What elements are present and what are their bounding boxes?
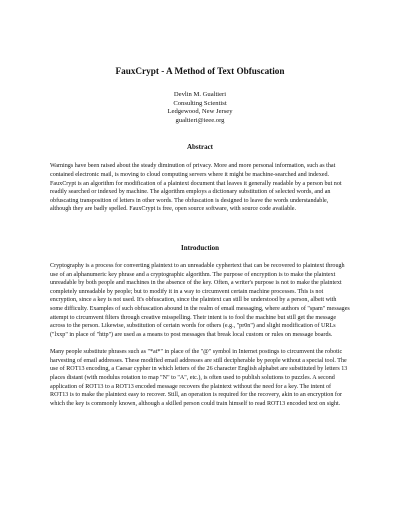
author-location: Ledgewood, New Jersey <box>167 108 233 116</box>
author-email: gualtieri@ieee.org <box>175 116 225 124</box>
abstract-heading: Abstract <box>186 143 214 152</box>
paper-title: FauxCrypt - A Method of Text Obfuscation <box>115 66 285 76</box>
introduction-paragraph-1: Cryptography is a process for converting plaintext to an unreadable cyphertext that can be recovered to plaintext through use of an alphanumeric key phrase and a cryptographic algorithm. The purpose of encryption is to make the plaintext unreadable by both people and machines in the absence of the key. Often, a writer's purpose is not to make the plaintext completely unreadable by people; but to modify it in a way to circumvent certain machine processes. This is not encryption, since a key is not used. It's obfuscation, since the plaintext can still be understood by a person, albeit with some difficulty. Examples of such obfuscation abound in the realm of email messaging, where authors of "spam" messages attempt to circumvent filters through creative misspelling. Their intent is to fool the machine but still get the message across to the person. Likewise, substitution of certain words for others (e.g., "pr0n") and slight modification of URLs ("lxxp" in place of "http") are used as a means to post messages that break local custom or rules on message boards. <box>50 262 350 338</box>
abstract-text: Warnings have been raised about the steady diminution of privacy. More and more personal information, such as that contained electronic mail, is moving to cloud computing servers where it might be machine-searched and indexed. FauxCrypt is an algorithm for modification of a plaintext document that leaves it generally readable by a person but not readily searched or indexed by machine. The algorithm employs a dictionary substitution of selected words, and an obfuscating transposition of letters in other words. The obfuscation is designed to leave the words understandable, although they are badly spelled. FauxCrypt is free, open source software, with source code available. <box>50 163 342 213</box>
introduction-paragraph-2: Many people substitute phrases such as "*at*" in place of the "@" symbol in Internet postings to circumvent the robotic harvesting of email addresses. These modified email addresses are still decipherable by people without a special tool. The use of ROT13 encoding, a Caesar cypher in which letters of the 26 character English alphabet are substituted by letters 13 places distant (with modulus rotation to map "N" to "A", etc.), is often used to publish solutions to puzzles. A second application of ROT13 to a ROT13 encoded message recovers the plaintext without the need for a key. The intent of ROT13 is to make the plaintext easy to recover. Still, an operation is required for the recovery, akin to an encryption for which the key is commonly known, although a skilled person could train himself to read ROT13 encoded text on sight. <box>50 349 348 407</box>
author-block <box>50 91 350 125</box>
author-name: Devlin M. Gualtieri <box>173 91 227 98</box>
author-role: Consulting Scientist <box>173 99 227 107</box>
introduction-heading: Introduction <box>181 243 219 252</box>
